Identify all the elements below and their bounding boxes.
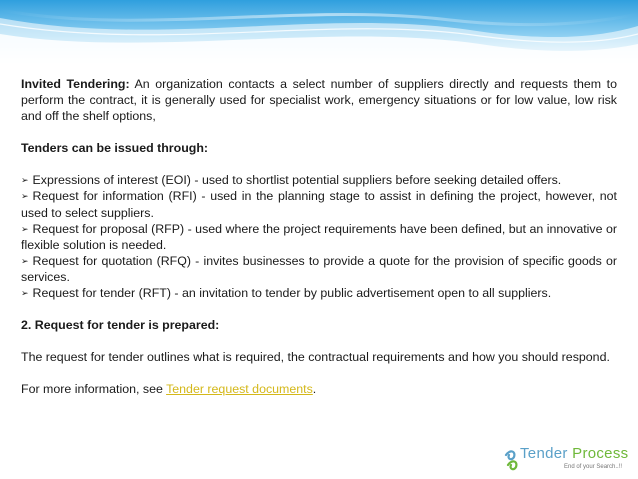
intro-paragraph bbox=[21, 76, 617, 124]
bullet-item: ➢ Request for proposal (RFP) - used where the project requirements have been defined, but an innovative or flexible solution is needed. bbox=[21, 221, 617, 252]
logo-tagline: End of your Search..!! bbox=[564, 464, 623, 470]
bullet-item: ➢ Request for quotation (RFQ) - invites businesses to provide a quote for the provision of specific goods or services. bbox=[21, 253, 617, 284]
section2-text: The request for tender outlines what is required, the contractual requirements and how you should respond. bbox=[21, 350, 610, 365]
logo-wordmark: Tender Process bbox=[520, 445, 629, 462]
section2-heading: 2. Request for tender is prepared: bbox=[21, 318, 220, 333]
arrow-bullet-icon: ➢ bbox=[21, 223, 29, 234]
tender-request-documents-link[interactable]: Tender request documents bbox=[166, 382, 313, 397]
tender-process-logo bbox=[504, 443, 634, 477]
intro-term: Invited Tendering: bbox=[21, 77, 130, 91]
header-decoration bbox=[0, 0, 638, 66]
more-info-line: For more information, see Tender request documents. bbox=[21, 382, 317, 397]
bullet-item: ➢ Request for information (RFI) - used in the planning stage to assist in defining the project, however, not used to select suppliers. bbox=[21, 189, 617, 220]
bullet-item: ➢ Request for tender (RFT) - an invitation to tender by public advertisement open to all suppliers. bbox=[21, 286, 552, 301]
slide-body bbox=[21, 76, 617, 397]
arrow-bullet-icon: ➢ bbox=[21, 175, 29, 186]
arrow-bullet-icon: ➢ bbox=[21, 288, 29, 299]
issued-heading: Tenders can be issued through: bbox=[21, 141, 209, 156]
arrow-bullet-icon: ➢ bbox=[21, 255, 29, 266]
logo-mark-icon bbox=[504, 445, 520, 473]
bullet-item: ➢ Expressions of interest (EOI) - used to shortlist potential suppliers before seeking detailed offers. bbox=[21, 173, 562, 188]
arrow-bullet-icon: ➢ bbox=[21, 191, 29, 202]
intro-text: An organization contacts a select number of suppliers directly and requests them to perform the contract, it is generally used for specialist work, emergency situations or for low value, low risk and off the shelf options, bbox=[21, 77, 617, 124]
